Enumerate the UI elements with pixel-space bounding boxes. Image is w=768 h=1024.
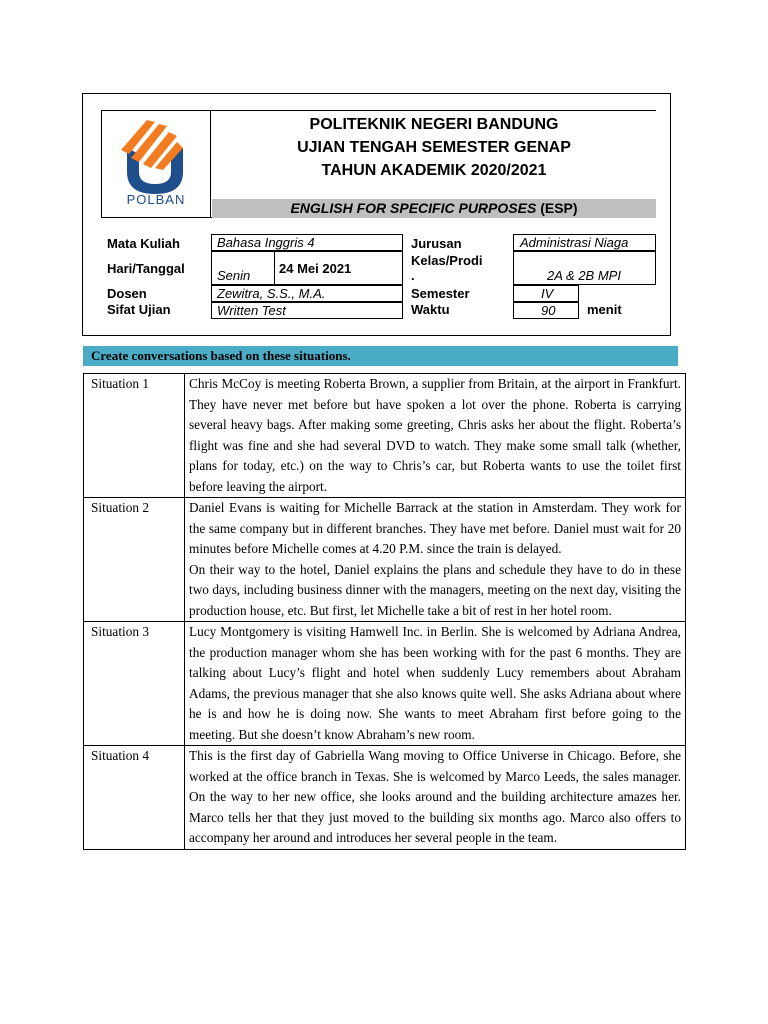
institution-name: POLITEKNIK NEGERI BANDUNG: [309, 116, 559, 133]
mata-kuliah-box: [211, 234, 403, 251]
semester-label: Semester: [411, 286, 470, 301]
situation-name: Situation 2: [84, 498, 185, 622]
mata-kuliah-value: Bahasa Inggris 4: [217, 235, 315, 250]
exam-name: UJIAN TENGAH SEMESTER GENAP: [297, 139, 571, 156]
situations-table: [83, 373, 686, 850]
situation-name: Situation 3: [84, 622, 185, 746]
waktu-value: 90: [541, 303, 556, 318]
dosen-box: [211, 285, 403, 302]
table-row: [84, 498, 686, 622]
dosen-value: Zewitra, S.S., M.A.: [217, 286, 326, 301]
situation-text: Chris McCoy is meeting Roberta Brown, a supplier from Britain, at the airport in Frankfurt. They have never met before but have spoken a lot over the phone. Roberta is carrying several heavy bags. After making some greeting, Chris asks her about the flight. Roberta’s flight was fine and she had several DVD to watch. They make some small talk (whether, plans for today, etc.) on the way to Chris’s car, but Roberta wants to use the toilet first before leaving the airport.: [185, 374, 686, 498]
course-title-bar: [212, 199, 656, 218]
situation-name: Situation 1: [84, 374, 185, 498]
situation-text: This is the first day of Gabriella Wang moving to Office Universe in Chicago. Before, she worked at the office branch in Texas. She is welcomed by Marco Leeds, the sales manager. On the way to her new office, she looks around and the building architecture amazes her. Marco tells her that they just moved to the building six months ago. Marco also offers to accompany her around and introduces her several people in the team.: [185, 746, 686, 850]
jurusan-label: Jurusan: [411, 236, 462, 251]
course-title: ENGLISH FOR SPECIFIC PURPOSES: [290, 200, 537, 216]
table-row: [84, 622, 686, 746]
situation-text: Lucy Montgomery is visiting Hamwell Inc. in Berlin. She is welcomed by Adriana Andrea, the production manager whom she has been working with for the past 6 months. They are talking about Lucy’s flight and hotel when suddenly Lucy remembers about Abraham Adams, the previous manager that she also knows quite well. She asks Adriana about where he is and how he is doing now. She wants to meet Abraham first before going to the meeting. But she doesn’t know Abraham’s new room.: [185, 622, 686, 746]
table-row: [84, 374, 686, 498]
instruction-bar: Create conversations based on these situations.: [83, 346, 678, 366]
hari-value: Senin: [217, 268, 251, 283]
kelas-prodi-dot: .: [411, 268, 415, 283]
hari-tanggal-box: [211, 251, 403, 285]
sifat-value: Written Test: [217, 303, 286, 318]
kelas-value: 2A & 2B MPI: [547, 268, 621, 283]
dosen-label: Dosen: [107, 286, 147, 301]
waktu-unit: menit: [587, 302, 622, 317]
sifat-box: [211, 302, 403, 319]
semester-box: [513, 285, 579, 302]
situation-text-continued: On their way to the hotel, Daniel explains the plans and schedule they have to do in these two days, including business dinner with the managers, meeting on the next day, visiting the production house, etc. But first, let Michelle take a bit of rest in her hotel room.: [189, 561, 681, 618]
sifat-ujian-label: Sifat Ujian: [107, 302, 171, 317]
situation-text: Daniel Evans is waiting for Michelle Barrack at the station in Amsterdam. They work for the same company but in different branches. They have met before. Daniel must wait for 20 minutes before Michelle comes at 4.20 P.M. since the train is delayed.: [189, 500, 681, 556]
hari-tanggal-label: Hari/Tanggal: [107, 261, 185, 276]
waktu-label: Waktu: [411, 302, 450, 317]
situation-name: Situation 4: [84, 746, 185, 850]
kelas-box: [513, 251, 656, 285]
jurusan-box: [513, 234, 656, 251]
hari-divider: [274, 252, 275, 285]
institution-title-block: [212, 113, 656, 182]
tanggal-value: 24 Mei 2021: [279, 261, 352, 276]
logo-cell: [101, 110, 211, 218]
mata-kuliah-label: Mata Kuliah: [107, 236, 180, 251]
table-row: [84, 746, 686, 850]
kelas-prodi-label: Kelas/Prodi: [411, 253, 483, 268]
jurusan-value: Administrasi Niaga: [520, 235, 629, 250]
waktu-box: [513, 302, 579, 319]
course-abbrev: (ESP): [540, 200, 578, 216]
logo-text: POLBAN: [126, 192, 186, 207]
situation-cell: [185, 498, 686, 622]
semester-value: IV: [541, 286, 554, 301]
academic-year: TAHUN AKADEMIK 2020/2021: [321, 162, 547, 179]
